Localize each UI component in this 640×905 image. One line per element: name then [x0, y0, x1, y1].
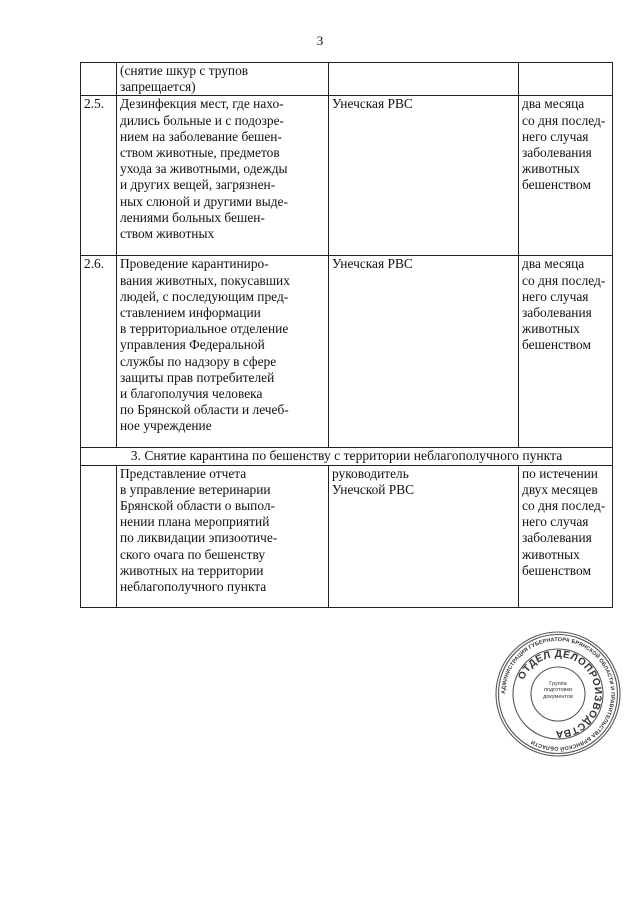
row-number [81, 63, 117, 96]
activity-line: (снятие шкур с трупов [120, 63, 249, 78]
term-cell [519, 96, 613, 256]
responsible-line: руководитель [332, 465, 409, 481]
activity-cell [117, 256, 329, 448]
responsible-cell [329, 256, 519, 448]
page-number: 3 [316, 33, 324, 48]
term-line: два месяца [522, 96, 585, 112]
term-cell [519, 465, 613, 607]
term-line: двух месяцев [522, 481, 598, 497]
responsible-line: Унечской РВС [332, 481, 415, 497]
term-line: заболевания [522, 145, 592, 161]
term-line: бешенством [522, 562, 591, 578]
stamp-inner-line: подготовки [544, 687, 572, 694]
activity-line: по ликвидации эпизоотиче- [120, 530, 278, 546]
activity-line: и других вещей, загрязнен- [120, 177, 276, 193]
stamp-inner-line: документов [543, 693, 573, 700]
stamp-inner-text [542, 681, 574, 700]
activity-line: вания животных, покусавших [120, 272, 290, 288]
term-line: со дня послед- [522, 498, 606, 514]
term-cell [519, 63, 613, 96]
svg-text:ОТДЕЛ ДЕЛОПРОИЗВОДСТВА: ОТДЕЛ ДЕЛОПРОИЗВОДСТВА [516, 648, 604, 740]
measures-table [80, 62, 613, 608]
activity-cell [117, 63, 329, 96]
activity-line: в территориальное отделение [120, 321, 289, 337]
activity-line: по Брянской области и лечеб- [120, 402, 289, 418]
term-line: него случая [522, 128, 589, 144]
activity-line: службы по надзору в сфере [120, 353, 277, 369]
office-stamp [494, 630, 622, 758]
activity-line: нении плана мероприятий [120, 514, 270, 530]
activity-line: неблагополучного пункта [120, 579, 267, 595]
activity-line: нием на заболевание бешен- [120, 128, 282, 144]
row-number [81, 465, 117, 607]
activity-line: лениями больных бешен- [120, 209, 265, 225]
activity-line: ных слюной и другими выде- [120, 193, 288, 209]
table-row [81, 96, 613, 256]
activity-cell [117, 96, 329, 256]
activity-line: запрещается) [120, 79, 196, 95]
section-row [81, 448, 613, 465]
term-cell [519, 256, 613, 448]
activity-line: и благополучия человека [120, 386, 263, 402]
term-line: животных [522, 321, 580, 337]
term-line: бешенством [522, 177, 591, 193]
svg-text:АДМИНИСТРАЦИЯ ГУБЕРНАТОРА БРЯН: АДМИНИСТРАЦИЯ ГУБЕРНАТОРА БРЯНСКОЙ ОБЛАСТИ И ПРАВИТЕЛЬСТВА БРЯНСКОЙ ОБЛАСТИ [500, 636, 616, 752]
row-number: 2.5. [81, 96, 117, 256]
term-line: животных [522, 546, 580, 562]
term-line: животных [522, 161, 580, 177]
activity-line: Проведение карантиниро- [120, 256, 269, 272]
activity-line: ством животных [120, 226, 215, 242]
responsible-cell [329, 63, 519, 96]
activity-line: Дезинфекция мест, где нахо- [120, 96, 284, 112]
activity-line: управления Федеральной [120, 337, 265, 353]
stamp-inner-line: Группа [549, 681, 567, 687]
term-line: него случая [522, 288, 589, 304]
responsible-cell [329, 465, 519, 607]
term-line: заболевания [522, 530, 592, 546]
term-line: него случая [522, 514, 589, 530]
activity-line: защиты прав потребителей [120, 369, 275, 385]
term-line: со дня послед- [522, 112, 606, 128]
table-row [81, 63, 613, 96]
activity-line: ством животные, предметов [120, 145, 280, 161]
activity-line: ухода за животными, одежды [120, 161, 288, 177]
term-line: два месяца [522, 256, 585, 272]
activity-line: Представление отчета [120, 465, 247, 481]
term-line: по истечении [522, 465, 598, 481]
row-number: 2.6. [81, 256, 117, 448]
activity-line: ского очага по бешенству [120, 546, 266, 562]
responsible-cell [329, 96, 519, 256]
activity-line: людей, с последующим пред- [120, 288, 289, 304]
activity-cell [117, 465, 329, 607]
term-line: со дня послед- [522, 272, 606, 288]
section-3-title: 3. Снятие карантина по бешенству с территории неблагополучного пункта [81, 448, 613, 465]
activity-line: ставлением информации [120, 305, 261, 321]
responsible-line: Унечская РВС [332, 256, 413, 272]
activity-line: в управление ветеринарии [120, 481, 271, 497]
activity-line: ное учреждение [120, 418, 212, 434]
activity-line: дились больные и с подозре- [120, 112, 284, 128]
responsible-line: Унечская РВС [332, 96, 413, 112]
term-line: бешенством [522, 337, 591, 353]
activity-line: Брянской области о выпол- [120, 498, 275, 514]
table-row [81, 256, 613, 448]
activity-line: животных на территории [120, 562, 264, 578]
table-row [81, 465, 613, 607]
term-line: заболевания [522, 305, 592, 321]
